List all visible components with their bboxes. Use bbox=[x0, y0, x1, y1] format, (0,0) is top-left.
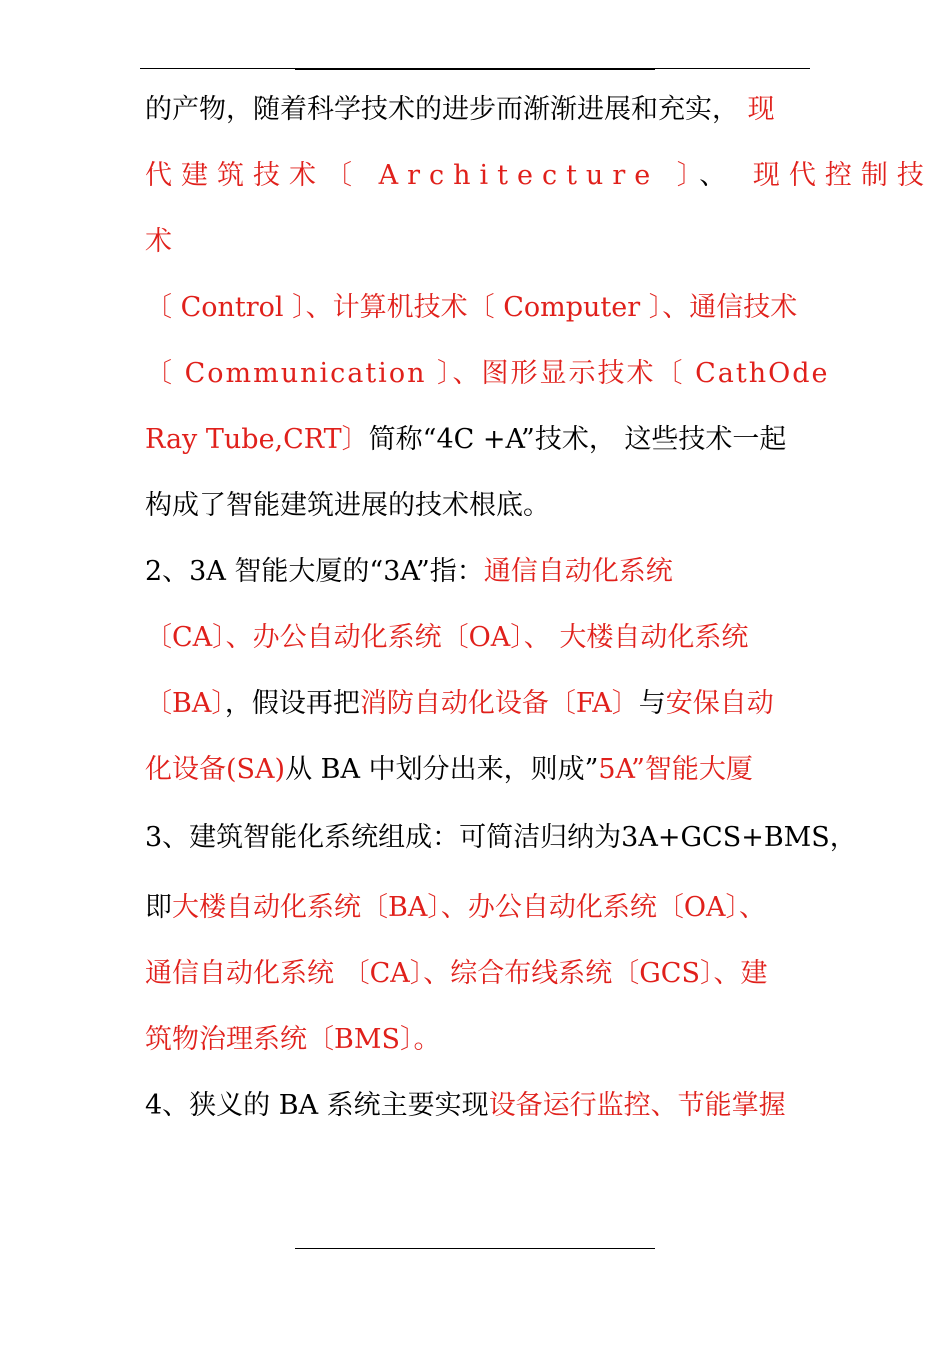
highlighted-term: 化设备(SA) bbox=[145, 754, 286, 785]
body-text: 、 bbox=[699, 160, 753, 191]
text-line bbox=[145, 156, 933, 196]
highlighted-term: 消防自动化设备〔FA〕 bbox=[359, 688, 639, 719]
highlighted-term: Ray Tube,CRT〕 bbox=[145, 424, 369, 455]
text-line bbox=[145, 1020, 440, 1060]
body-text: 即 bbox=[145, 892, 172, 923]
body-text: 简称“4C +A”技术， 这些技术一起 bbox=[368, 424, 787, 455]
body-text: 2、3A 智能大厦的“3A”指： bbox=[145, 556, 484, 587]
text-line bbox=[145, 818, 857, 858]
highlighted-term: 5A”智能大厦 bbox=[598, 754, 753, 785]
highlighted-term: 安保自动 bbox=[665, 688, 774, 719]
text-line bbox=[145, 90, 775, 130]
text-line bbox=[145, 486, 550, 526]
highlighted-term: 〔CA〕、办公自动化系统〔OA〕、 大楼自动化系统 bbox=[145, 622, 749, 653]
highlighted-term: 〔 Control 〕、计算机技术〔 Computer 〕、通信技术 bbox=[145, 292, 798, 323]
text-line bbox=[145, 222, 172, 262]
text-line bbox=[145, 552, 673, 592]
text-line bbox=[145, 684, 774, 724]
text-line bbox=[145, 954, 767, 994]
text-line bbox=[145, 288, 797, 328]
text-line bbox=[145, 420, 786, 460]
body-text: 与 bbox=[638, 688, 666, 719]
header-rule-thick bbox=[295, 68, 655, 70]
text-line bbox=[145, 750, 753, 790]
body-text: 从 BA 中划分出来，则成” bbox=[285, 754, 599, 785]
highlighted-term: 术 bbox=[145, 226, 172, 257]
text-line bbox=[145, 618, 748, 658]
highlighted-term: 筑物治理系统〔BMS〕。 bbox=[145, 1024, 441, 1055]
highlighted-term: 现 bbox=[739, 94, 775, 125]
highlighted-term: 通信自动化系统 〔CA〕、综合布线系统〔GCS〕、建 bbox=[145, 958, 768, 989]
highlighted-term: 代建筑技术〔 Architecture 〕 bbox=[145, 160, 700, 191]
text-line bbox=[145, 1086, 786, 1126]
text-line bbox=[145, 354, 830, 394]
body-text: 的产物，随着科学技术的进步而渐渐进展和充实， bbox=[145, 94, 739, 125]
text-line bbox=[145, 888, 766, 928]
body-text: 4、狭义的 BA 系统主要实现 bbox=[145, 1090, 489, 1121]
footer-rule bbox=[295, 1248, 655, 1249]
highlighted-term: 现代控制技 bbox=[752, 160, 933, 191]
highlighted-term: 〔BA〕 bbox=[145, 688, 225, 719]
body-text: ，假设再把 bbox=[224, 688, 360, 719]
highlighted-term: 通信自动化系统 bbox=[483, 556, 673, 587]
body-text: 构成了智能建筑进展的技术根底。 bbox=[145, 490, 550, 521]
highlighted-term: 大楼自动化系统〔BA〕、办公自动化系统〔OA〕、 bbox=[172, 892, 766, 923]
highlighted-term: 〔 Communication 〕、图形显示技术〔 CathOde bbox=[145, 358, 830, 389]
highlighted-term: 设备运行监控、节能掌握 bbox=[488, 1090, 786, 1121]
body-text: 3、建筑智能化系统组成：可简洁归纳为3A+GCS+BMS， bbox=[145, 822, 857, 853]
